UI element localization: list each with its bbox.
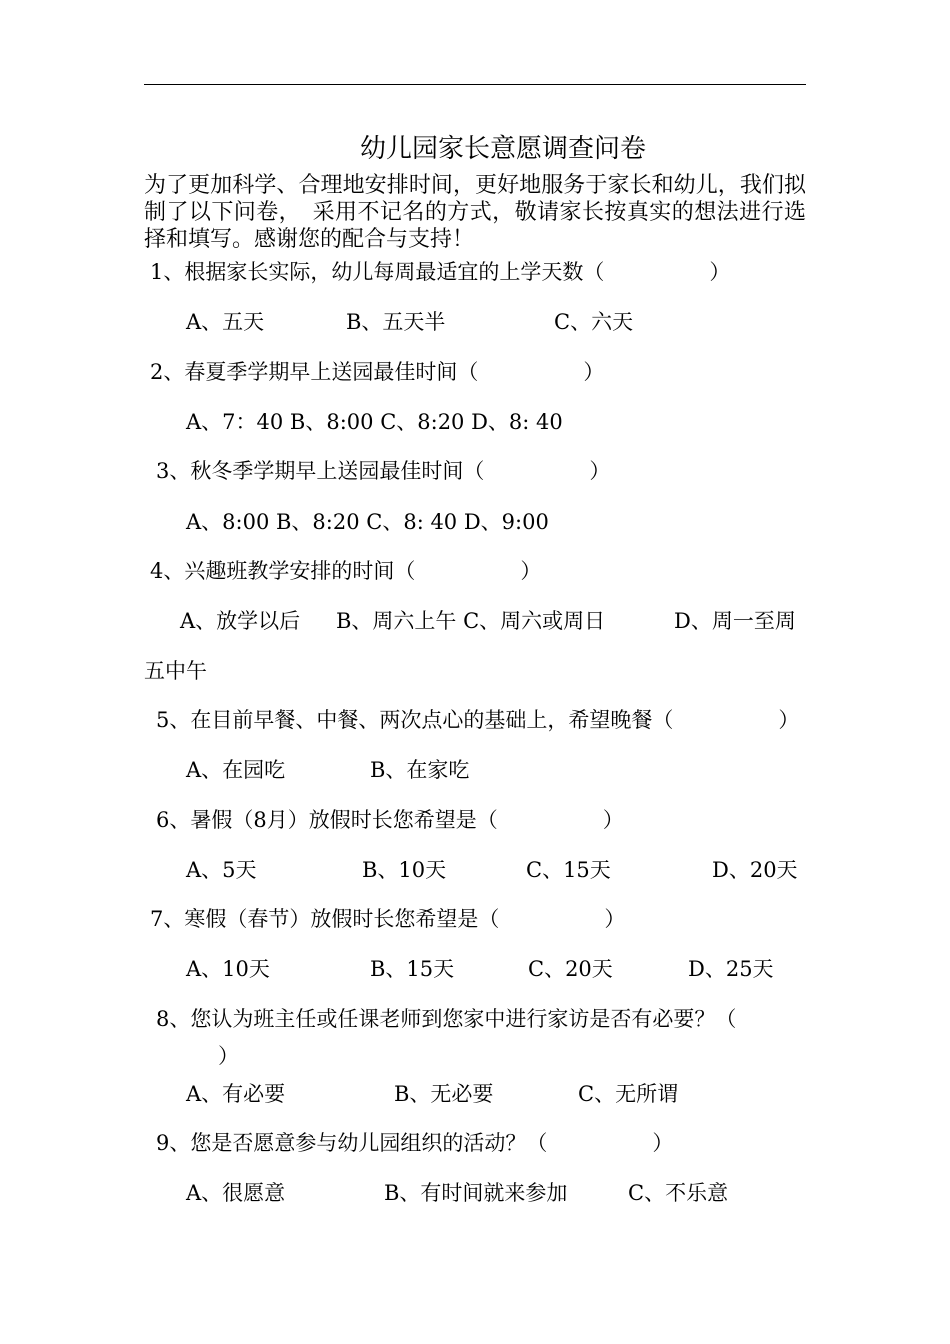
question-7-option-c[interactable]: C、20天	[528, 957, 613, 981]
question-8-option-b[interactable]: B、无必要	[394, 1082, 494, 1106]
question-9-option-b[interactable]: B、有时间就来参加	[384, 1181, 568, 1205]
question-5-option-a[interactable]: A、在园吃	[186, 758, 286, 782]
question-9-option-a[interactable]: A、很愿意	[186, 1181, 286, 1205]
question-1-option-a[interactable]: A、五天	[186, 310, 265, 334]
question-7-option-d[interactable]: D、25天	[688, 957, 774, 981]
question-8-continuation: ）	[218, 1044, 239, 1068]
question-5-option-b[interactable]: B、在家吃	[370, 758, 470, 782]
question-5: 5、在目前早餐、中餐、两次点心的基础上，希望晚餐（ ）	[156, 708, 800, 732]
question-1-option-c[interactable]: C、六天	[554, 310, 634, 334]
question-2: 2、春夏季学期早上送园最佳时间（ ）	[150, 360, 605, 384]
question-6-option-a[interactable]: A、5天	[186, 858, 257, 882]
question-1-option-b[interactable]: B、五天半	[346, 310, 446, 334]
question-8: 8、您认为班主任或任课老师到您家中进行家访是否有必要？（	[156, 1007, 737, 1031]
question-7: 7、寒假（春节）放假时长您希望是（ ）	[150, 907, 626, 931]
question-8-option-c[interactable]: C、无所谓	[578, 1082, 679, 1106]
question-7-option-a[interactable]: A、10天	[186, 957, 270, 981]
question-4-option-b-c[interactable]: B、周六上午 C、周六或周日	[336, 609, 606, 633]
question-2-options[interactable]: A、7：40 B、8:00 C、8:20 D、8: 40	[186, 410, 563, 434]
question-6-option-d[interactable]: D、20天	[712, 858, 798, 882]
question-4-option-d-continuation: 五中午	[144, 659, 207, 683]
question-7-option-b[interactable]: B、15天	[370, 957, 455, 981]
question-3-options[interactable]: A、8:00 B、8:20 C、8: 40 D、9:00	[186, 510, 549, 534]
question-4: 4、兴趣班教学安排的时间（ ）	[150, 559, 542, 583]
intro-paragraph: 为了更加科学、合理地安排时间，更好地服务于家长和幼儿，我们拟制了以下问卷， 采用不记名的方式，敬请家长按真实的想法进行选择和填写。感谢您的配合与支持！	[144, 173, 806, 252]
page-title: 幼儿园家长意愿调查问卷	[359, 134, 646, 164]
question-8-option-a[interactable]: A、有必要	[186, 1082, 286, 1106]
question-6: 6、暑假（8月）放假时长您希望是（ ）	[156, 808, 624, 832]
header-rule	[144, 84, 806, 85]
question-4-option-a[interactable]: A、放学以后	[180, 609, 301, 633]
question-9-option-c[interactable]: C、不乐意	[628, 1181, 729, 1205]
question-4-option-d[interactable]: D、周一至周	[674, 609, 796, 633]
question-9: 9、您是否愿意参与幼儿园组织的活动？（ ）	[156, 1131, 674, 1155]
question-1: 1、根据家长实际，幼儿每周最适宜的上学天数（ ）	[150, 260, 731, 284]
question-3: 3、秋冬季学期早上送园最佳时间（ ）	[156, 459, 611, 483]
question-6-option-b[interactable]: B、10天	[362, 858, 447, 882]
question-6-option-c[interactable]: C、15天	[526, 858, 611, 882]
